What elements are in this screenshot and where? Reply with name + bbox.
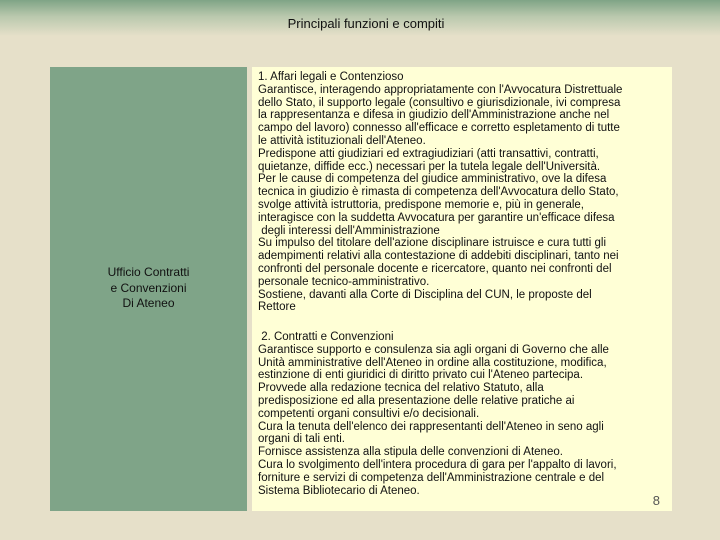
page-number: 8 xyxy=(652,493,660,508)
functions-panel xyxy=(252,67,672,511)
slide-title: Principali funzioni e compiti xyxy=(287,16,445,31)
unit-panel xyxy=(50,67,247,511)
section-legal-affairs: 1. Affari legali e Contenzioso Garantisce, interagendo appropriatamente con l'Avvocatura Distrettuale dello Stato, il supporto legale (consultivo e giurisdizionale, ivi compresa la rappresentanza e difesa in giudizio dell'Amministrazione anche nel campo del lavoro) connesso all'efficace e corretto espletamento di tutte le attività istituzionali dell'Ateneo. Predispone atti giudiziari ed extragiudiziari (atti transattivi, contratti, quietanze, diffide ecc.) necessari per la tutela legale dell'Università. Per le cause di competenza del giudice amministrativo, ove la difesa tecnica in giudizio è rimasta di competenza dell'Avvocatura dello Stato, svolge attività istruttoria, predispone memorie e, più in generale, interagisce con la suddetta Avvocatura per garantire un'efficace difesa degli interessi dell'Amministrazione Su impulso del titolare dell'azione disciplinare istruisce e cura tutti gli adempimenti relativi alla contestazione di addebiti disciplinari, tanto nei confronti del personale docente e ricercatore, quanto nei confronti del personale tecnico-amministrativo. Sostiene, davanti alla Corte di Disciplina del CUN, le proposte del Rettore xyxy=(258,71,623,314)
unit-label: Ufficio Contratti e Convenzioni Di Ateneo xyxy=(107,265,190,310)
section-contracts: 2. Contratti e Convenzioni Garantisce supporto e consulenza sia agli organi di Governo che alle Unità amministrative dell'Ateneo in ordine alla costituzione, modifica, estinzione di enti giuridici di diritto privato cui l'Ateneo partecipa. Provvede alla redazione tecnica del relativo Statuto, alla predisposizione ed alla presentazione delle relative pratiche ai competenti organi consultivi e/o decisionali. Cura la tenuta dell'elenco dei rappresentanti dell'Ateneo in seno agli organi di tali enti. Fornisce assistenza alla stipula delle convenzioni di Ateneo. Cura lo svolgimento dell'intera procedura di gara per l'appalto di lavori, forniture e servizi di competenza dell'Amministrazione centrale e del Sistema Bibliotecario di Ateneo. xyxy=(258,331,617,497)
